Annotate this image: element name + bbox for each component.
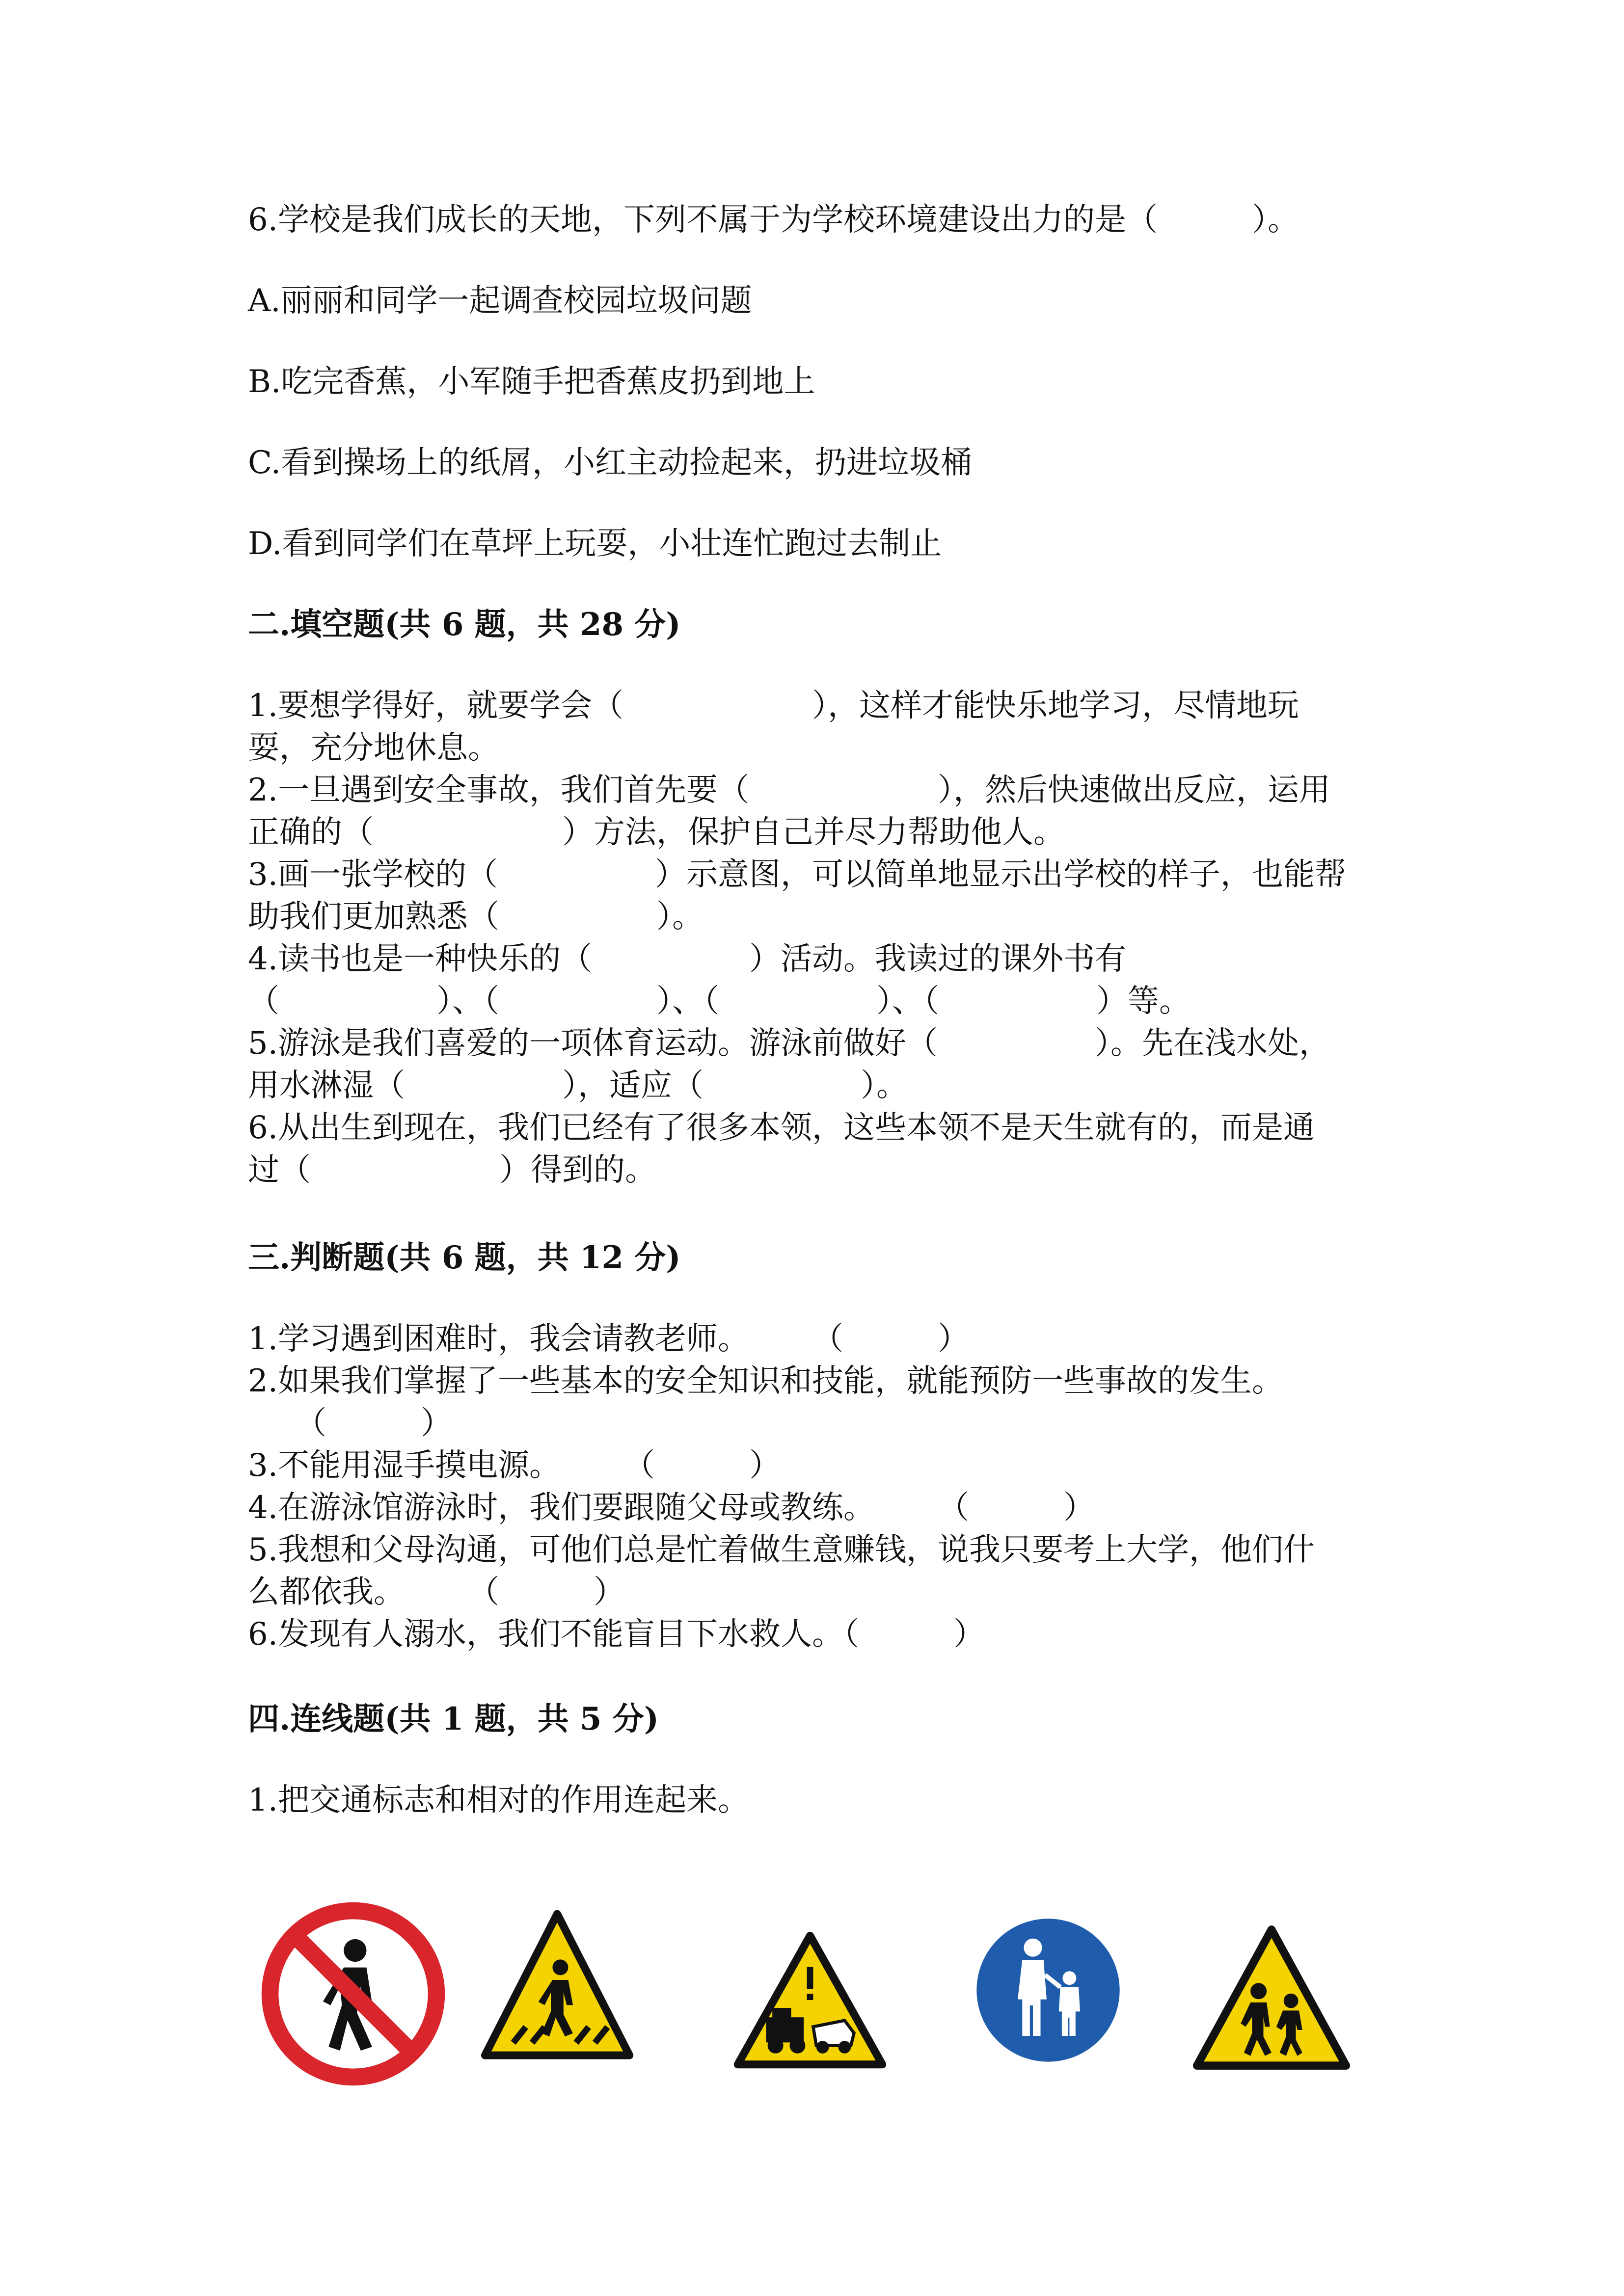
section-4-title: 四.连线题(共 1 题，共 5 分) bbox=[248, 1701, 659, 1737]
judge-line: 5.我想和父母沟通，可他们总是忙着做生意赚钱，说我只要考上大学，他们什 bbox=[248, 1532, 1315, 1568]
fill-line: 1.要想学得好，就要学会（ ），这样才能快乐地学习，尽情地玩 bbox=[248, 688, 1299, 724]
question-6-stem: 6.学校是我们成长的天地，下列不属于为学校环境建设出力的是（ ）。 bbox=[248, 202, 1299, 238]
judge-line: 2.如果我们掌握了一些基本的安全知识和技能，就能预防一些事故的发生。 bbox=[248, 1363, 1284, 1399]
option-b: B.吃完香蕉，小军随手把香蕉皮扔到地上 bbox=[248, 364, 815, 400]
judge-line: 么都依我。 （ ） bbox=[248, 1574, 625, 1610]
judge-line: 1.学习遇到困难时，我会请教老师。 （ ） bbox=[248, 1321, 970, 1357]
option-a: A.丽丽和同学一起调查校园垃圾问题 bbox=[248, 283, 752, 319]
pedestrian-crossing-warning-sign-icon bbox=[479, 1904, 636, 2071]
fill-line: 正确的（ ）方法，保护自己并尽力帮助他人。 bbox=[248, 814, 1065, 851]
children-crossing-warning-sign-icon bbox=[1191, 1919, 1353, 2076]
fill-line: 3.画一张学校的（ ）示意图，可以简单地显示出学校的样子，也能帮 bbox=[248, 856, 1347, 893]
traffic-signs-row bbox=[248, 1895, 1377, 2101]
fill-line: 过（ ）得到的。 bbox=[248, 1152, 656, 1188]
pedestrian-path-sign-icon bbox=[972, 1914, 1124, 2066]
option-d: D.看到同学们在草坪上玩耍，小壮连忙跑过去制止 bbox=[248, 526, 942, 562]
section-2-title: 二.填空题(共 6 题，共 28 分) bbox=[248, 606, 681, 643]
matching-question: 1.把交通标志和相对的作用连起来。 bbox=[248, 1782, 750, 1818]
no-pedestrians-sign-icon bbox=[259, 1899, 448, 2088]
vehicle-accident-warning-sign-icon bbox=[731, 1929, 889, 2071]
fill-line: （ ）、（ ）、（ ）、（ ）等。 bbox=[248, 983, 1191, 1019]
fill-line: 6.从出生到现在，我们已经有了很多本领，这些本领不是天生就有的，而是通 bbox=[248, 1110, 1315, 1146]
fill-line: 5.游泳是我们喜爱的一项体育运动。游泳前做好（ ）。先在浅水处， bbox=[248, 1025, 1331, 1062]
fill-line: 耍，充分地休息。 bbox=[248, 730, 499, 766]
fill-line: 助我们更加熟悉（ ）。 bbox=[248, 899, 704, 935]
option-c: C.看到操场上的纸屑，小红主动捡起来，扔进垃圾桶 bbox=[248, 445, 973, 481]
fill-line: 4.读书也是一种快乐的（ ）活动。我读过的课外书有 bbox=[248, 941, 1127, 977]
judge-line: （ ） bbox=[248, 1405, 452, 1442]
judge-line: 3.不能用湿手摸电源。 （ ） bbox=[248, 1447, 781, 1484]
fill-line: 2.一旦遇到安全事故，我们首先要（ ），然后快速做出反应，运用 bbox=[248, 772, 1331, 808]
judge-line: 4.在游泳馆游泳时，我们要跟随父母或教练。 （ ） bbox=[248, 1490, 1095, 1526]
judge-line: 6.发现有人溺水，我们不能盲目下水救人。（ ） bbox=[248, 1616, 985, 1653]
section-3-title: 三.判断题(共 6 题，共 12 分) bbox=[248, 1239, 681, 1276]
fill-line: 用水淋湿（ ），适应（ ）。 bbox=[248, 1068, 908, 1104]
